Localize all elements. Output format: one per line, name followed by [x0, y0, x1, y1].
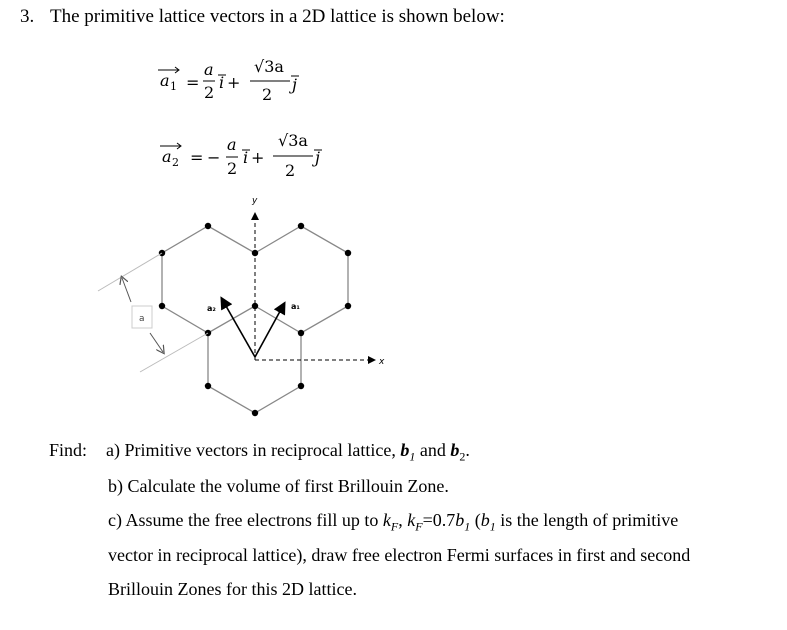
eq-a2-frac1-num: a: [227, 135, 237, 154]
find-label: Find:: [49, 440, 88, 460]
vector-a2: [222, 299, 255, 357]
lattice-point: [298, 330, 304, 336]
vector-a1: [255, 304, 284, 357]
part-c-text2: is the length of primitive: [495, 510, 679, 530]
axes: [251, 196, 385, 367]
b1-symbol: b: [400, 440, 410, 460]
vector-a2-label: a₂: [207, 304, 216, 313]
part-a-and: and: [415, 440, 451, 460]
part-c-paren: (: [470, 510, 481, 530]
question-number: 3.: [20, 6, 35, 27]
eq-a1-plus: +: [227, 73, 241, 92]
eq-a2-frac1-den: 2: [227, 159, 238, 178]
side-label: a: [139, 314, 145, 324]
part-c-text1: c) Assume the free electrons fill up to: [108, 510, 383, 530]
c-b1b-sub: 1: [489, 519, 496, 534]
svg-text:=: =: [190, 148, 204, 167]
b2-symbol: b: [450, 440, 460, 460]
equation-a2: [160, 131, 322, 180]
extension-line-bottom: [140, 333, 208, 372]
eq-a2-frac2-num: √3a: [278, 131, 308, 150]
lattice-point: [345, 250, 351, 256]
lattice-points: [159, 223, 351, 416]
x-axis-label: x: [379, 357, 385, 367]
extension-line-top: [98, 253, 162, 291]
part-a-end: .: [465, 440, 470, 460]
lattice-point: [298, 383, 304, 389]
eq-a1-frac2-den: 2: [262, 85, 273, 104]
c-b1-sub: 1: [464, 519, 471, 534]
eq-a1-frac2-num: √3a: [254, 57, 284, 76]
eq-a2-unit1: i: [243, 148, 249, 167]
kF2-symbol: k: [407, 510, 416, 530]
eq-a2-frac2-den: 2: [285, 161, 296, 180]
question-title: The primitive lattice vectors in a 2D lattice is shown below:: [50, 6, 505, 27]
c-b1b-symbol: b: [480, 510, 490, 530]
lattice-point: [252, 410, 258, 416]
part-c-sep: ,: [398, 510, 408, 530]
part-a: [106, 440, 470, 465]
equation-a1: [158, 57, 299, 104]
part-b: b) Calculate the volume of first Brillouin Zone.: [108, 476, 449, 496]
eq-a1-unit1: i: [219, 73, 225, 92]
lattice-point: [252, 250, 258, 256]
b2-sub: 2: [459, 449, 466, 464]
eq-a2-sub: 2: [172, 156, 179, 169]
eq-a1-frac1-den: 2: [204, 83, 215, 102]
lattice-point: [159, 303, 165, 309]
side-length-dimension: [98, 253, 208, 372]
eq-a1-frac1-num: a: [204, 60, 214, 79]
lattice-point: [345, 303, 351, 309]
lattice-point: [252, 303, 258, 309]
part-c-line1: [108, 510, 678, 535]
c-b1-symbol: b: [455, 510, 465, 530]
dimension-arrow-down: [150, 333, 163, 352]
dimension-arrow-up: [122, 278, 131, 302]
eq-a2-minus: −: [207, 148, 221, 167]
part-c-line3: Brillouin Zones for this 2D lattice.: [108, 579, 357, 599]
eq-a2-unit2: j: [315, 148, 320, 167]
eq-a1-sub: 1: [170, 80, 177, 93]
lattice-point: [205, 383, 211, 389]
part-a-text: a) Primitive vectors in reciprocal lattice,: [106, 440, 401, 460]
eq-equals-sign: =: [186, 73, 200, 92]
hex-right-edges: [255, 226, 348, 333]
lattice-point: [298, 223, 304, 229]
eq-a2-lhs: a: [162, 147, 172, 166]
kF-sub: F: [390, 519, 399, 534]
part-c-eq: =0.7: [422, 510, 456, 530]
eq-a1-unit2: j: [292, 75, 297, 94]
lattice-point: [205, 223, 211, 229]
kF-symbol: k: [382, 510, 391, 530]
kF2-sub: F: [415, 519, 423, 534]
eq-a2-plus: +: [251, 148, 265, 167]
vector-a1-label: a₁: [291, 302, 300, 311]
hex-left-edges: [162, 226, 255, 333]
y-axis-label: y: [252, 196, 258, 206]
b1-sub: 1: [409, 449, 416, 464]
eq-a1-lhs: a: [160, 71, 170, 90]
part-c-line2: vector in reciprocal lattice), draw free electron Fermi surfaces in first and second: [108, 545, 691, 565]
